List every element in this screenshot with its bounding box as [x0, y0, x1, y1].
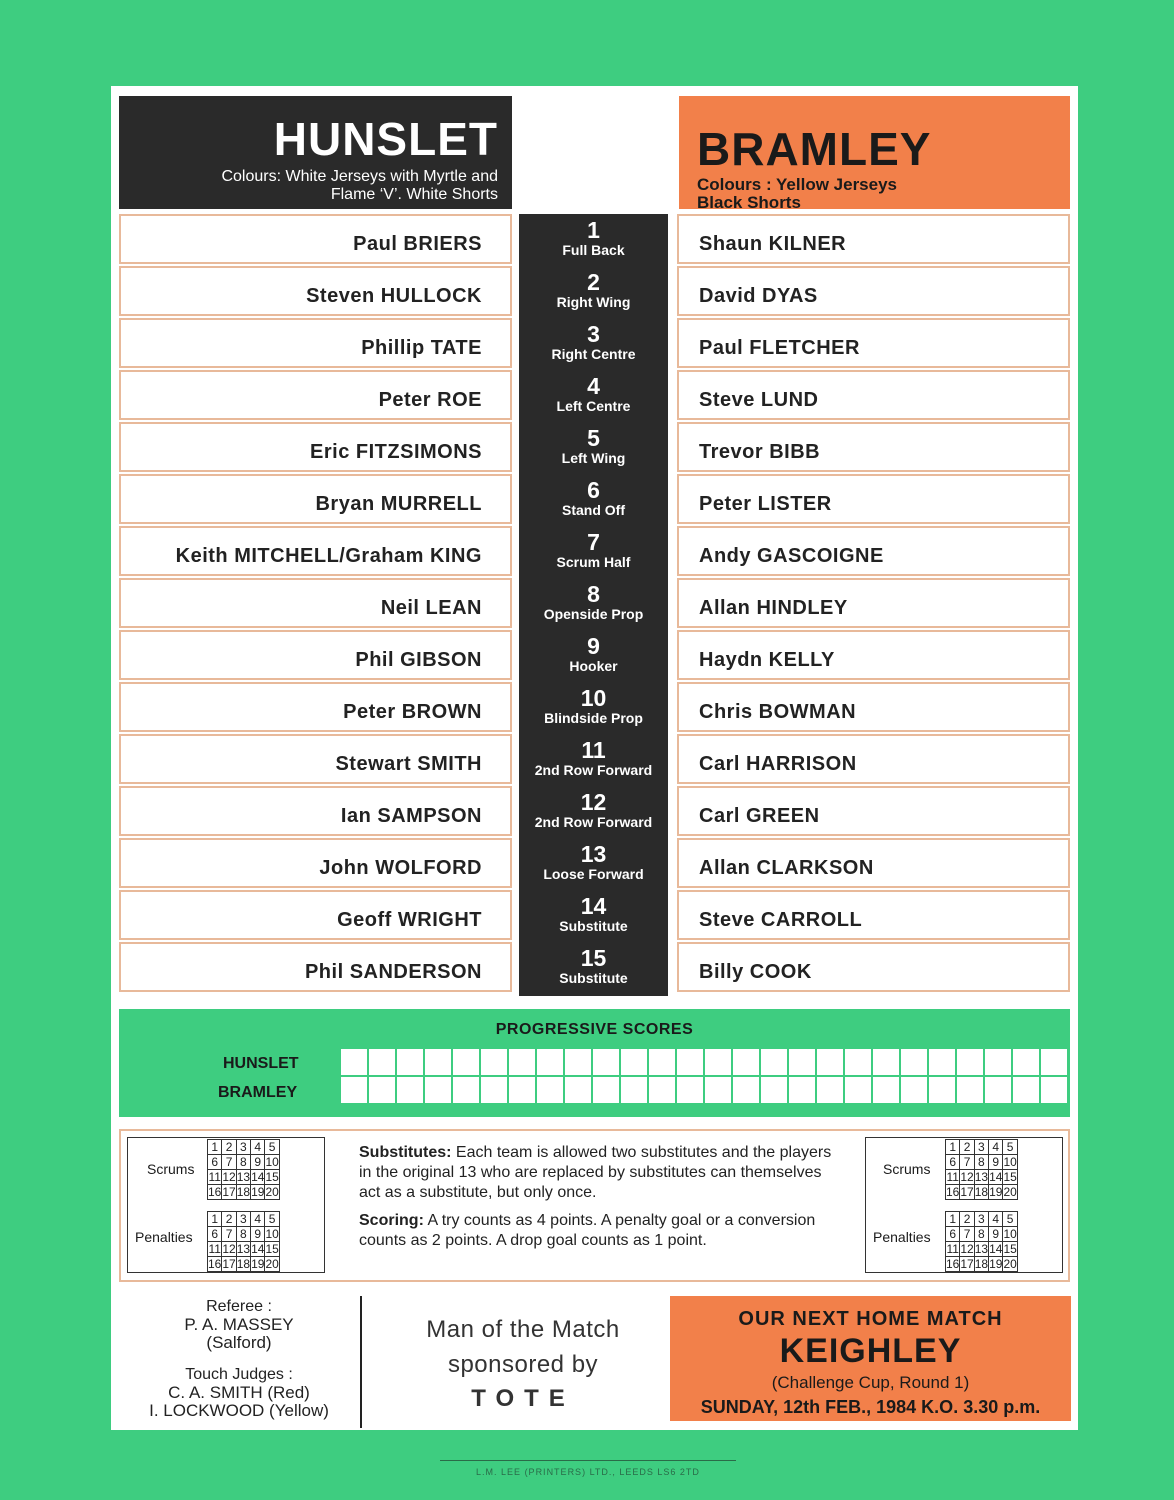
away-player-row	[677, 838, 1070, 888]
tally-cell[interactable]: 9	[989, 1155, 1003, 1170]
score-cell[interactable]	[509, 1077, 535, 1103]
position-label: 2nd Row Forward	[534, 814, 653, 830]
tally-cell[interactable]: 17	[960, 1185, 974, 1199]
substitutes-rule	[359, 1143, 839, 1203]
score-cell[interactable]	[873, 1049, 899, 1075]
position-number: 7	[587, 529, 600, 555]
score-cell[interactable]	[341, 1077, 367, 1103]
home-team-name: HUNSLET	[273, 113, 498, 165]
score-cell[interactable]	[509, 1049, 535, 1075]
score-cell[interactable]	[929, 1049, 955, 1075]
home-player-row	[119, 526, 512, 576]
away-player-row	[677, 526, 1070, 576]
tally-cell[interactable]: 20	[1003, 1257, 1017, 1271]
away-player-row	[677, 370, 1070, 420]
position-label: Right Centre	[551, 346, 636, 362]
next-home-match	[670, 1296, 1071, 1421]
away-player-name: Haydn KELLY	[699, 649, 835, 671]
tally-cell[interactable]: 3	[974, 1140, 988, 1155]
position-label: Openside Prop	[543, 606, 644, 622]
tally-cell[interactable]: 1	[946, 1140, 960, 1155]
home-player-name: Ian SAMPSON	[340, 805, 482, 827]
tally-cell[interactable]: 6	[946, 1155, 960, 1170]
printer-imprint: L.M. LEE (PRINTERS) LTD., LEEDS LS6 2TD	[440, 1460, 736, 1477]
tally-cell[interactable]: 3	[236, 1140, 250, 1155]
home-penalties-label: Penalties	[135, 1229, 193, 1245]
tally-cell[interactable]: 15	[265, 1242, 279, 1256]
away-player-row	[677, 734, 1070, 784]
score-cell[interactable]	[481, 1049, 507, 1075]
away-player-row	[677, 942, 1070, 992]
score-cell[interactable]	[677, 1077, 703, 1103]
tally-cell[interactable]: 11	[208, 1170, 221, 1184]
away-player-row	[677, 318, 1070, 368]
tally-cell[interactable]: 2	[960, 1212, 974, 1227]
position-label: Substitute	[559, 970, 628, 986]
tally-cell[interactable]: 4	[251, 1212, 265, 1227]
score-cell[interactable]	[1013, 1049, 1039, 1075]
position-number: 13	[580, 841, 607, 867]
tally-cell[interactable]: 1	[946, 1212, 960, 1227]
away-player-name: David DYAS	[699, 285, 818, 307]
home-player-name: Neil LEAN	[380, 597, 482, 619]
tally-cell[interactable]: 4	[251, 1140, 265, 1155]
position-item	[519, 942, 668, 994]
away-player-row	[677, 214, 1070, 264]
score-cell[interactable]	[1013, 1077, 1039, 1103]
position-item	[519, 734, 668, 786]
position-item	[519, 214, 668, 266]
score-cell[interactable]	[985, 1077, 1011, 1103]
score-cell[interactable]	[957, 1049, 983, 1075]
score-cell[interactable]	[845, 1077, 871, 1103]
motm-line-1: Man of the Match	[426, 1316, 620, 1343]
score-cell[interactable]	[481, 1077, 507, 1103]
score-cell[interactable]	[537, 1077, 563, 1103]
tally-cell[interactable]: 1	[208, 1212, 222, 1227]
away-team-header	[679, 96, 1070, 212]
tally-cell[interactable]: 16	[946, 1185, 960, 1199]
score-cell[interactable]	[733, 1077, 759, 1103]
away-lineup	[677, 214, 1070, 994]
home-player-name: Phillip TATE	[361, 337, 482, 359]
score-cell[interactable]	[761, 1049, 787, 1075]
next-match-heading: OUR NEXT HOME MATCH	[738, 1308, 1003, 1330]
score-cell[interactable]	[817, 1049, 843, 1075]
home-player-row	[119, 682, 512, 732]
tally-cell[interactable]: 7	[222, 1227, 236, 1242]
home-player-row	[119, 578, 512, 628]
tally-cell[interactable]: 4	[989, 1212, 1003, 1227]
home-player-name: Eric FITZSIMONS	[310, 441, 482, 463]
tally-cell[interactable]: 17	[960, 1257, 974, 1271]
away-player-row	[677, 630, 1070, 680]
tally-cell[interactable]: 1	[208, 1140, 222, 1155]
tally-cell[interactable]: 13	[974, 1170, 989, 1184]
score-cell[interactable]	[901, 1049, 927, 1075]
home-scrums-grid[interactable]	[207, 1139, 280, 1200]
positions-column	[519, 214, 668, 996]
home-player-name: Stewart SMITH	[335, 753, 482, 775]
tally-cell[interactable]: 8	[236, 1227, 250, 1242]
tally-cell[interactable]: 14	[251, 1170, 265, 1184]
position-label: Blindside Prop	[544, 710, 643, 726]
score-cell[interactable]	[845, 1049, 871, 1075]
position-item	[519, 266, 668, 318]
tally-cell[interactable]: 10	[265, 1227, 279, 1241]
home-player-row	[119, 734, 512, 784]
tally-cell[interactable]: 19	[251, 1185, 265, 1199]
home-team-header	[119, 96, 512, 209]
position-number: 9	[587, 633, 600, 659]
score-cell[interactable]	[649, 1049, 675, 1075]
touch-judge-1: C. A. SMITH (Red)	[168, 1383, 310, 1402]
position-label: Left Centre	[556, 398, 631, 414]
position-label: Left Wing	[561, 450, 626, 466]
home-player-name: Paul BRIERS	[353, 233, 482, 255]
tally-cell[interactable]: 15	[1003, 1170, 1017, 1184]
position-label: Hooker	[569, 658, 618, 674]
tally-cell[interactable]: 6	[946, 1227, 960, 1242]
position-item	[519, 630, 668, 682]
match-officials	[119, 1298, 359, 1428]
scoring-rule	[359, 1211, 839, 1251]
away-player-name: Chris BOWMAN	[699, 701, 857, 723]
man-of-the-match	[373, 1312, 673, 1416]
progressive-away-grid[interactable]	[341, 1077, 1069, 1103]
substitutes-title: Substitutes:	[359, 1144, 452, 1161]
score-cell[interactable]	[593, 1049, 619, 1075]
tally-cell[interactable]: 14	[251, 1242, 265, 1256]
tally-cell[interactable]: 19	[251, 1257, 265, 1271]
away-player-row	[677, 422, 1070, 472]
away-player-name: Steve LUND	[699, 389, 819, 411]
home-player-row	[119, 370, 512, 420]
away-team-name: BRAMLEY	[697, 123, 932, 175]
tally-cell[interactable]: 13	[236, 1242, 251, 1256]
score-cell[interactable]	[733, 1049, 759, 1075]
position-item	[519, 422, 668, 474]
tally-cell[interactable]: 5	[265, 1212, 279, 1227]
away-team-colours: Colours : Yellow Jerseys Black Shorts	[697, 175, 897, 212]
rules-text	[359, 1143, 839, 1259]
tally-cell[interactable]: 6	[208, 1227, 222, 1242]
away-player-name: Allan HINDLEY	[699, 597, 848, 619]
tally-cell[interactable]: 17	[222, 1185, 236, 1199]
tally-cell[interactable]: 8	[974, 1227, 988, 1242]
score-cell[interactable]	[397, 1049, 423, 1075]
home-player-row	[119, 474, 512, 524]
score-cell[interactable]	[341, 1049, 367, 1075]
away-player-row	[677, 682, 1070, 732]
tally-cell[interactable]: 10	[1003, 1155, 1017, 1169]
tally-cell[interactable]: 10	[265, 1155, 279, 1169]
tally-cell[interactable]: 4	[989, 1140, 1003, 1155]
away-player-name: Andy GASCOIGNE	[699, 545, 884, 567]
score-cell[interactable]	[1041, 1077, 1067, 1103]
position-item	[519, 682, 668, 734]
home-player-row	[119, 318, 512, 368]
score-cell[interactable]	[593, 1077, 619, 1103]
tally-cell[interactable]: 16	[208, 1257, 222, 1271]
score-cell[interactable]	[621, 1049, 647, 1075]
tally-cell[interactable]: 12	[960, 1242, 974, 1256]
tally-cell[interactable]: 20	[1003, 1185, 1017, 1199]
position-label: Loose Forward	[543, 866, 644, 882]
position-item	[519, 838, 668, 890]
away-player-row	[677, 474, 1070, 524]
tally-cell[interactable]: 14	[989, 1170, 1003, 1184]
home-lineup	[119, 214, 512, 994]
tally-cell[interactable]: 3	[236, 1212, 250, 1227]
position-item	[519, 890, 668, 942]
position-number: 4	[587, 373, 600, 399]
position-label: Stand Off	[562, 502, 625, 518]
tally-cell[interactable]: 6	[208, 1155, 222, 1170]
referee-club: (Salford)	[206, 1333, 272, 1352]
next-match-competition: (Challenge Cup, Round 1)	[771, 1373, 970, 1392]
position-number: 8	[587, 581, 600, 607]
tally-cell[interactable]: 5	[265, 1140, 279, 1155]
next-match-date: SUNDAY, 12th FEB., 1984 K.O. 3.30 p.m.	[700, 1397, 1041, 1417]
position-item	[519, 318, 668, 370]
position-number: 5	[587, 425, 600, 451]
score-cell[interactable]	[537, 1049, 563, 1075]
score-cell[interactable]	[957, 1077, 983, 1103]
score-cell[interactable]	[789, 1049, 815, 1075]
touch-judge-2: I. LOCKWOOD (Yellow)	[149, 1401, 329, 1420]
away-player-row	[677, 266, 1070, 316]
tally-cell[interactable]: 20	[265, 1257, 279, 1271]
motm-sponsor: TOTE	[471, 1385, 575, 1412]
away-player-name: Shaun KILNER	[699, 233, 847, 255]
score-cell[interactable]	[677, 1049, 703, 1075]
tally-cell[interactable]: 8	[236, 1155, 250, 1170]
tally-cell[interactable]: 11	[946, 1170, 959, 1184]
progressive-home-grid[interactable]	[341, 1049, 1069, 1075]
away-player-row	[677, 578, 1070, 628]
progressive-scores-title: PROGRESSIVE SCORES	[495, 1021, 694, 1038]
tally-cell[interactable]: 7	[222, 1155, 236, 1170]
home-player-name: John WOLFORD	[319, 857, 482, 879]
tally-cell[interactable]: 16	[208, 1185, 222, 1199]
tally-cell[interactable]: 14	[989, 1242, 1003, 1256]
tally-cell[interactable]: 18	[236, 1257, 251, 1271]
score-cell[interactable]	[1041, 1049, 1067, 1075]
touch-judges-label: Touch Judges :	[185, 1366, 293, 1383]
home-penalties-grid[interactable]	[207, 1211, 280, 1272]
away-player-name: Steve CARROLL	[699, 909, 863, 931]
tally-cell[interactable]: 13	[236, 1170, 251, 1184]
position-number: 14	[580, 893, 607, 919]
home-player-row	[119, 890, 512, 940]
away-player-name: Billy COOK	[699, 961, 812, 983]
tally-cell[interactable]: 8	[974, 1155, 988, 1170]
tally-cell[interactable]: 18	[974, 1185, 989, 1199]
away-scrums-grid[interactable]	[945, 1139, 1018, 1200]
tally-cell[interactable]: 12	[960, 1170, 974, 1184]
scoring-title: Scoring:	[359, 1212, 424, 1229]
away-player-name: Paul FLETCHER	[699, 337, 860, 359]
position-label: 2nd Row Forward	[534, 762, 653, 778]
away-player-row	[677, 890, 1070, 940]
tally-cell[interactable]: 13	[974, 1242, 989, 1256]
home-player-row	[119, 942, 512, 992]
position-number: 15	[580, 945, 607, 971]
referee-name: P. A. MASSEY	[184, 1315, 294, 1334]
programme-sheet	[111, 86, 1078, 1430]
away-player-name: Carl HARRISON	[699, 753, 857, 775]
score-cell[interactable]	[789, 1077, 815, 1103]
position-number: 11	[581, 737, 606, 763]
substitutes-text: Each team is allowed two substitutes and the players in the original 13 who are replaced by substitutes can themselves act as a substitute, but only once.	[359, 1144, 832, 1201]
motm-line-2: sponsored by	[447, 1351, 599, 1378]
rules-box	[119, 1129, 1070, 1282]
position-number: 2	[587, 269, 600, 295]
tally-cell[interactable]: 11	[946, 1242, 959, 1256]
referee-label: Referee :	[206, 1298, 272, 1315]
tally-cell[interactable]: 2	[222, 1140, 236, 1155]
score-cell[interactable]	[453, 1077, 479, 1103]
score-cell[interactable]	[705, 1077, 731, 1103]
position-item	[519, 786, 668, 838]
scoring-text: A try counts as 4 points. A penalty goal or a conversion counts as 2 points. A drop goal counts as 1 point.	[359, 1212, 816, 1249]
score-cell[interactable]	[453, 1049, 479, 1075]
progressive-scores	[119, 1009, 1070, 1117]
tally-cell[interactable]: 7	[960, 1227, 974, 1242]
score-cell[interactable]	[901, 1077, 927, 1103]
score-cell[interactable]	[621, 1077, 647, 1103]
tally-cell[interactable]: 12	[222, 1170, 236, 1184]
position-label: Full Back	[562, 242, 625, 258]
away-player-row	[677, 786, 1070, 836]
tally-cell[interactable]: 10	[1003, 1227, 1017, 1241]
home-scrums-label: Scrums	[147, 1161, 195, 1177]
tally-cell[interactable]: 18	[974, 1257, 989, 1271]
next-match-opponent: KEIGHLEY	[779, 1332, 962, 1370]
tally-cell[interactable]: 18	[236, 1185, 251, 1199]
tally-cell[interactable]: 15	[265, 1170, 279, 1184]
home-player-row	[119, 214, 512, 264]
position-number: 3	[587, 321, 600, 347]
home-player-row	[119, 422, 512, 472]
position-label: Scrum Half	[556, 554, 631, 570]
home-player-name: Geoff WRIGHT	[337, 909, 482, 931]
home-player-name: Peter BROWN	[343, 701, 482, 723]
home-player-name: Phil SANDERSON	[304, 961, 482, 983]
position-number: 6	[587, 477, 600, 503]
away-penalties-label: Penalties	[873, 1229, 931, 1245]
position-number: 12	[580, 789, 607, 815]
score-cell[interactable]	[565, 1077, 591, 1103]
score-cell[interactable]	[397, 1077, 423, 1103]
tally-cell[interactable]: 12	[222, 1242, 236, 1256]
position-item	[519, 474, 668, 526]
tally-cell[interactable]: 19	[989, 1257, 1003, 1271]
home-player-row	[119, 630, 512, 680]
tally-cell[interactable]: 7	[960, 1155, 974, 1170]
tally-cell[interactable]: 11	[208, 1242, 221, 1256]
score-cell[interactable]	[369, 1049, 395, 1075]
progressive-home-label: HUNSLET	[223, 1055, 299, 1072]
tally-cell[interactable]: 5	[1003, 1212, 1017, 1227]
position-item	[519, 578, 668, 630]
home-player-name: Peter ROE	[378, 389, 482, 411]
score-cell[interactable]	[985, 1049, 1011, 1075]
score-cell[interactable]	[369, 1077, 395, 1103]
position-label: Substitute	[559, 918, 628, 934]
tally-cell[interactable]: 5	[1003, 1140, 1017, 1155]
home-team-colours: Colours: White Jerseys with Myrtle and Flame ‘V’. White Shorts	[221, 168, 498, 203]
score-cell[interactable]	[817, 1077, 843, 1103]
tally-cell[interactable]: 9	[251, 1227, 265, 1242]
tally-cell[interactable]: 2	[222, 1212, 236, 1227]
position-number: 1	[587, 217, 600, 243]
away-penalties-grid[interactable]	[945, 1211, 1018, 1272]
tally-cell[interactable]: 17	[222, 1257, 236, 1271]
score-cell[interactable]	[873, 1077, 899, 1103]
bottom-divider	[360, 1296, 362, 1428]
tally-cell[interactable]: 15	[1003, 1242, 1017, 1256]
score-cell[interactable]	[929, 1077, 955, 1103]
position-number: 10	[580, 685, 607, 711]
score-cell[interactable]	[425, 1049, 451, 1075]
position-item	[519, 526, 668, 578]
tally-cell[interactable]: 20	[265, 1185, 279, 1199]
home-player-name: Keith MITCHELL/Graham KING	[175, 545, 482, 567]
tally-cell[interactable]: 9	[989, 1227, 1003, 1242]
score-cell[interactable]	[565, 1049, 591, 1075]
progressive-away-label: BRAMLEY	[218, 1084, 298, 1101]
tally-cell[interactable]: 9	[251, 1155, 265, 1170]
tally-cell[interactable]: 19	[989, 1185, 1003, 1199]
tally-cell[interactable]: 2	[960, 1140, 974, 1155]
away-player-name: Peter LISTER	[699, 493, 832, 515]
score-cell[interactable]	[425, 1077, 451, 1103]
away-player-name: Trevor BIBB	[699, 441, 821, 463]
home-player-row	[119, 786, 512, 836]
score-cell[interactable]	[649, 1077, 675, 1103]
home-player-row	[119, 838, 512, 888]
score-cell[interactable]	[705, 1049, 731, 1075]
away-scrums-label: Scrums	[883, 1161, 931, 1177]
away-player-name: Carl GREEN	[699, 805, 820, 827]
position-label: Right Wing	[556, 294, 631, 310]
tally-cell[interactable]: 16	[946, 1257, 960, 1271]
tally-cell[interactable]: 3	[974, 1212, 988, 1227]
home-player-row	[119, 266, 512, 316]
home-player-name: Steven HULLOCK	[306, 285, 482, 307]
home-player-name: Phil GIBSON	[355, 649, 482, 671]
away-player-name: Allan CLARKSON	[699, 857, 874, 879]
score-cell[interactable]	[761, 1077, 787, 1103]
home-player-name: Bryan MURRELL	[315, 493, 482, 515]
position-item	[519, 370, 668, 422]
